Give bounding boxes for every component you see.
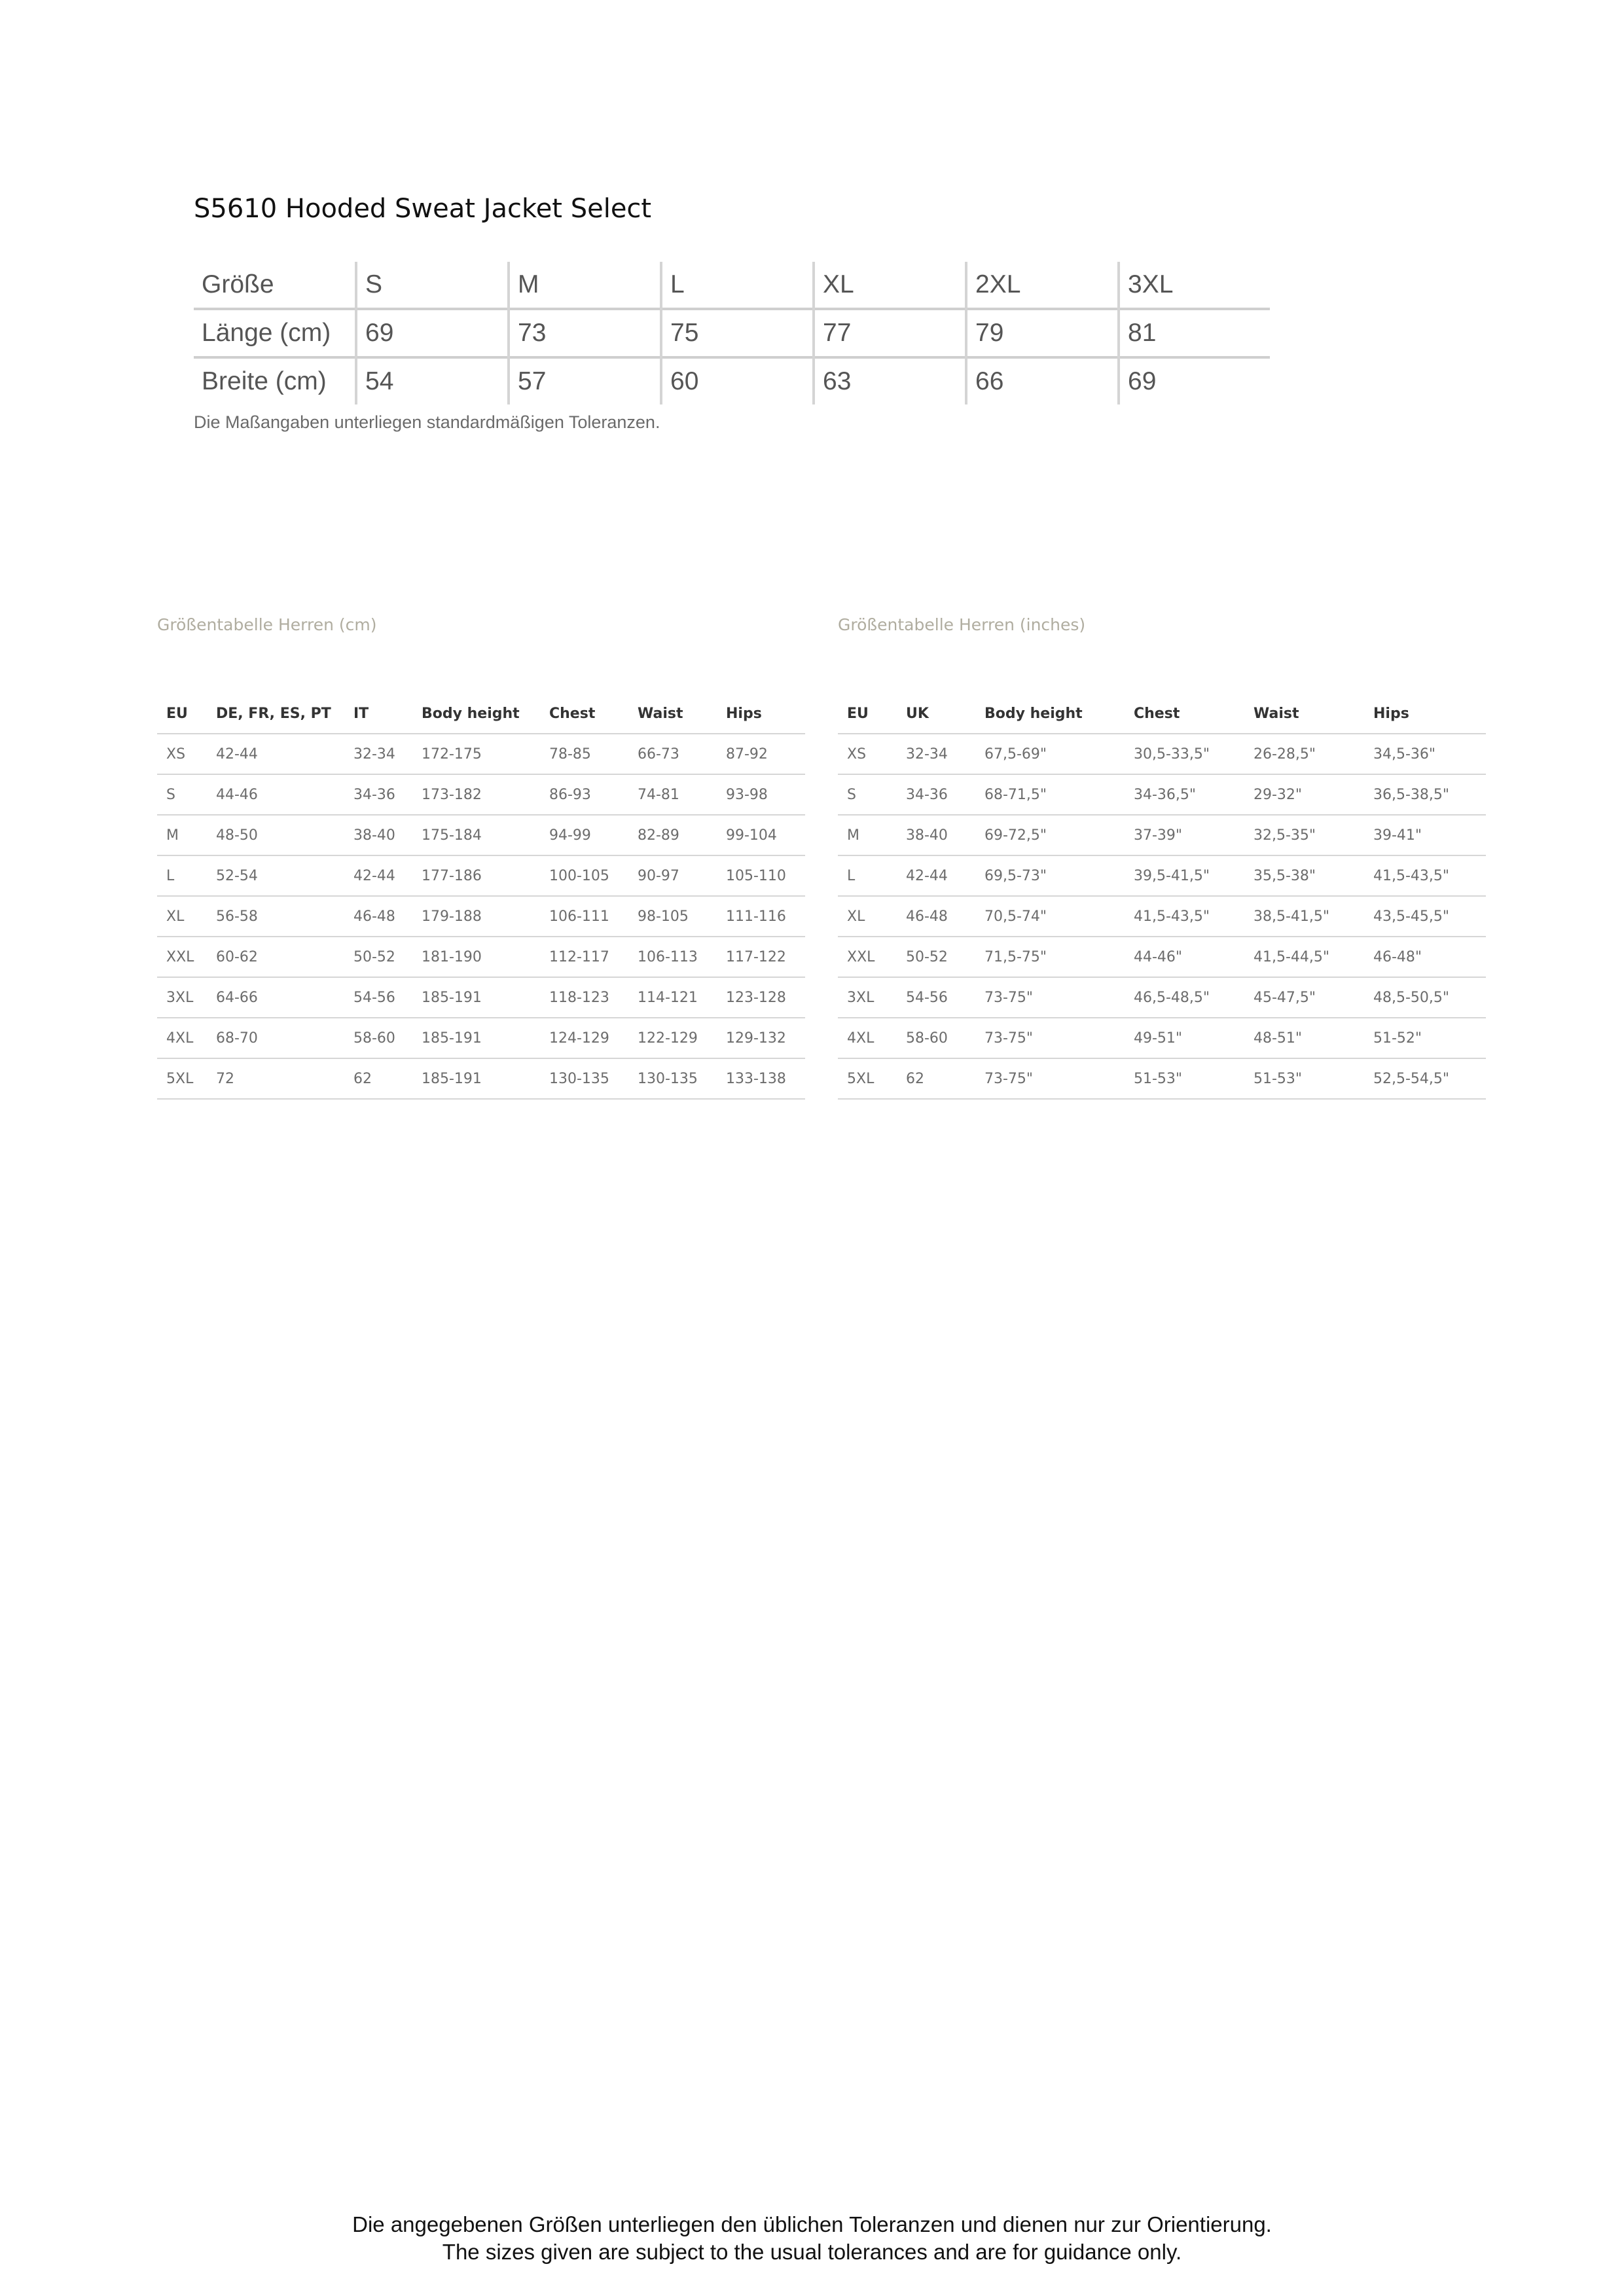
column-header: EU: [157, 694, 207, 734]
table-cell: 82-89: [628, 815, 717, 855]
table-cell: 130-135: [540, 1058, 628, 1099]
size-guide-cm-table: [157, 694, 805, 1100]
column-header: IT: [344, 694, 412, 734]
table-cell: 93-98: [717, 774, 805, 815]
size-table-note: Die Maßangaben unterliegen standardmäßigen Toleranzen.: [194, 412, 660, 432]
table-cell: 58-60: [344, 1018, 412, 1058]
table-cell: 52-54: [207, 855, 344, 896]
size-table-cell: 57: [509, 357, 661, 404]
table-cell: 179-188: [412, 896, 540, 937]
table-cell: 45-47,5": [1244, 977, 1364, 1018]
table-cell: 67,5-69": [975, 734, 1125, 774]
table-cell: 175-184: [412, 815, 540, 855]
column-header: Waist: [1244, 694, 1364, 734]
table-cell: 39-41": [1364, 815, 1486, 855]
table-cell: 62: [897, 1058, 975, 1099]
table-cell: 52,5-54,5": [1364, 1058, 1486, 1099]
size-table-cell: M: [509, 262, 661, 309]
table-cell: 68-71,5": [975, 774, 1125, 815]
table-cell: 50-52: [344, 937, 412, 977]
size-guide-inches-title: Größentabelle Herren (inches): [838, 615, 1086, 634]
table-cell: XS: [157, 734, 207, 774]
table-cell: 4XL: [157, 1018, 207, 1058]
table-cell: 72: [207, 1058, 344, 1099]
size-table-cell: 75: [661, 309, 814, 357]
table-cell: 73-75": [975, 1058, 1125, 1099]
size-table-cell: 69: [1128, 367, 1157, 395]
table-cell: L: [838, 855, 897, 896]
column-header: Chest: [540, 694, 628, 734]
table-cell: 44-46": [1125, 937, 1244, 977]
column-header: EU: [838, 694, 897, 734]
table-cell: 46-48": [1364, 937, 1486, 977]
table-cell: 99-104: [717, 815, 805, 855]
table-cell: 106-111: [540, 896, 628, 937]
table-cell: 51-53": [1244, 1058, 1364, 1099]
table-cell: 73-75": [975, 977, 1125, 1018]
table-cell: 98-105: [628, 896, 717, 937]
table-cell: 36,5-38,5": [1364, 774, 1486, 815]
table-cell: 49-51": [1125, 1018, 1244, 1058]
table-cell: 74-81: [628, 774, 717, 815]
table-cell: 44-46: [207, 774, 344, 815]
size-guide-inches-table: [838, 694, 1486, 1100]
table-cell: 130-135: [628, 1058, 717, 1099]
table-cell: 3XL: [157, 977, 207, 1018]
table-cell: 46-48: [344, 896, 412, 937]
table-cell: 122-129: [628, 1018, 717, 1058]
size-table-row-label: Größe: [194, 262, 356, 309]
table-cell: 48-50: [207, 815, 344, 855]
size-table-cell: 2XL: [966, 262, 1119, 309]
table-row: [838, 1058, 1486, 1099]
table-cell: 34,5-36": [1364, 734, 1486, 774]
table-cell: 56-58: [207, 896, 344, 937]
table-row: [157, 815, 805, 855]
table-cell: 117-122: [717, 937, 805, 977]
column-header: Hips: [1364, 694, 1486, 734]
table-cell: 70,5-74": [975, 896, 1125, 937]
size-table-cell: 66: [966, 357, 1119, 404]
table-cell: L: [157, 855, 207, 896]
table-cell: 123-128: [717, 977, 805, 1018]
table-cell: 48-51": [1244, 1018, 1364, 1058]
table-cell: 32-34: [344, 734, 412, 774]
table-cell: 43,5-45,5": [1364, 896, 1486, 937]
table-cell: 111-116: [717, 896, 805, 937]
table-cell: XXL: [838, 937, 897, 977]
table-cell: 68-70: [207, 1018, 344, 1058]
table-cell: 38-40: [897, 815, 975, 855]
table-cell: 5XL: [157, 1058, 207, 1099]
table-cell: 118-123: [540, 977, 628, 1018]
table-cell: S: [838, 774, 897, 815]
table-cell: 38,5-41,5": [1244, 896, 1364, 937]
table-cell: 5XL: [838, 1058, 897, 1099]
size-table-cell: 79: [966, 309, 1119, 357]
table-cell: S: [157, 774, 207, 815]
table-cell: 69,5-73": [975, 855, 1125, 896]
table-cell: 64-66: [207, 977, 344, 1018]
table-cell: 173-182: [412, 774, 540, 815]
column-header: DE, FR, ES, PT: [207, 694, 344, 734]
table-row: [157, 977, 805, 1018]
table-cell: 48,5-50,5": [1364, 977, 1486, 1018]
table-cell: 35,5-38": [1244, 855, 1364, 896]
table-cell: 105-110: [717, 855, 805, 896]
table-cell: 32-34: [897, 734, 975, 774]
table-cell: XXL: [157, 937, 207, 977]
column-header: Body height: [975, 694, 1125, 734]
table-cell: 100-105: [540, 855, 628, 896]
table-cell: 69-72,5": [975, 815, 1125, 855]
size-table-cell: XL: [814, 262, 966, 309]
table-row: [838, 855, 1486, 896]
table-cell: 54-56: [897, 977, 975, 1018]
table-cell: 185-191: [412, 1018, 540, 1058]
table-cell: 177-186: [412, 855, 540, 896]
table-cell: 46-48: [897, 896, 975, 937]
table-cell: XL: [157, 896, 207, 937]
table-cell: XL: [838, 896, 897, 937]
table-cell: 37-39": [1125, 815, 1244, 855]
size-table-row: [194, 357, 1270, 404]
table-cell: 26-28,5": [1244, 734, 1364, 774]
table-cell: 60-62: [207, 937, 344, 977]
table-cell: 66-73: [628, 734, 717, 774]
table-row: [157, 937, 805, 977]
table-row: [157, 734, 805, 774]
table-cell: 73-75": [975, 1018, 1125, 1058]
size-table-row: [194, 262, 1270, 309]
table-cell: 71,5-75": [975, 937, 1125, 977]
table-cell: 114-121: [628, 977, 717, 1018]
table-cell: 181-190: [412, 937, 540, 977]
table-cell: 129-132: [717, 1018, 805, 1058]
table-header-row: [838, 694, 1486, 734]
size-table-cell: 69: [356, 309, 509, 357]
size-table-cell: 81: [1128, 319, 1157, 347]
table-cell: 58-60: [897, 1018, 975, 1058]
column-header: Body height: [412, 694, 540, 734]
footer-line-de: Die angegebenen Größen unterliegen den üblichen Toleranzen und dienen nur zur Orientierung.: [352, 2212, 1272, 2236]
table-cell: 133-138: [717, 1058, 805, 1099]
table-cell: 46,5-48,5": [1125, 977, 1244, 1018]
table-cell: 112-117: [540, 937, 628, 977]
table-header-row: [157, 694, 805, 734]
table-cell: 51-53": [1125, 1058, 1244, 1099]
table-row: [838, 774, 1486, 815]
table-cell: 86-93: [540, 774, 628, 815]
table-row: [157, 896, 805, 937]
table-cell: 62: [344, 1058, 412, 1099]
table-cell: 42-44: [897, 855, 975, 896]
table-row: [157, 774, 805, 815]
table-cell: 30,5-33,5": [1125, 734, 1244, 774]
table-cell: 51-52": [1364, 1018, 1486, 1058]
table-row: [838, 896, 1486, 937]
table-cell: 78-85: [540, 734, 628, 774]
table-cell: 41,5-43,5": [1364, 855, 1486, 896]
table-cell: 90-97: [628, 855, 717, 896]
table-row: [157, 1018, 805, 1058]
table-cell: 32,5-35": [1244, 815, 1364, 855]
size-table-cell: 73: [509, 309, 661, 357]
size-table: [194, 262, 1270, 404]
table-row: [838, 734, 1486, 774]
table-cell: 106-113: [628, 937, 717, 977]
size-table-cell: 63: [814, 357, 966, 404]
table-cell: 124-129: [540, 1018, 628, 1058]
table-cell: 54-56: [344, 977, 412, 1018]
table-cell: 185-191: [412, 1058, 540, 1099]
table-cell: 4XL: [838, 1018, 897, 1058]
table-cell: 3XL: [838, 977, 897, 1018]
footer-disclaimer: [0, 2211, 1624, 2266]
table-cell: 41,5-43,5": [1125, 896, 1244, 937]
table-row: [838, 937, 1486, 977]
size-table-cell: 77: [814, 309, 966, 357]
table-cell: 87-92: [717, 734, 805, 774]
table-cell: 94-99: [540, 815, 628, 855]
table-cell: 42-44: [207, 734, 344, 774]
size-guide-cm-title: Größentabelle Herren (cm): [157, 615, 377, 634]
column-header: UK: [897, 694, 975, 734]
size-table-cell: 60: [661, 357, 814, 404]
column-header: Chest: [1125, 694, 1244, 734]
table-cell: 50-52: [897, 937, 975, 977]
table-cell: XS: [838, 734, 897, 774]
table-cell: 38-40: [344, 815, 412, 855]
size-guide-inches: [838, 615, 1486, 1100]
table-row: [157, 855, 805, 896]
size-table-cell: L: [661, 262, 814, 309]
table-cell: 34-36: [344, 774, 412, 815]
table-cell: 34-36: [897, 774, 975, 815]
table-cell: 29-32": [1244, 774, 1364, 815]
table-cell: 41,5-44,5": [1244, 937, 1364, 977]
size-table-cell: 3XL: [1128, 270, 1174, 298]
table-cell: M: [838, 815, 897, 855]
table-cell: 39,5-41,5": [1125, 855, 1244, 896]
size-table-row: [194, 309, 1270, 357]
size-table-row-label: Länge (cm): [194, 309, 356, 357]
table-row: [157, 1058, 805, 1099]
page-title: S5610 Hooded Sweat Jacket Select: [194, 194, 652, 224]
size-table-row-label: Breite (cm): [194, 357, 356, 404]
table-cell: 42-44: [344, 855, 412, 896]
table-row: [838, 1018, 1486, 1058]
table-cell: M: [157, 815, 207, 855]
size-table-cell: S: [356, 262, 509, 309]
column-header: Hips: [717, 694, 805, 734]
table-cell: 172-175: [412, 734, 540, 774]
footer-line-en: The sizes given are subject to the usual tolerances and are for guidance only.: [442, 2240, 1182, 2264]
table-row: [838, 815, 1486, 855]
column-header: Waist: [628, 694, 717, 734]
table-cell: 34-36,5": [1125, 774, 1244, 815]
table-row: [838, 977, 1486, 1018]
table-cell: 185-191: [412, 977, 540, 1018]
size-guide-cm: [157, 615, 805, 1100]
size-table-cell: 54: [356, 357, 509, 404]
